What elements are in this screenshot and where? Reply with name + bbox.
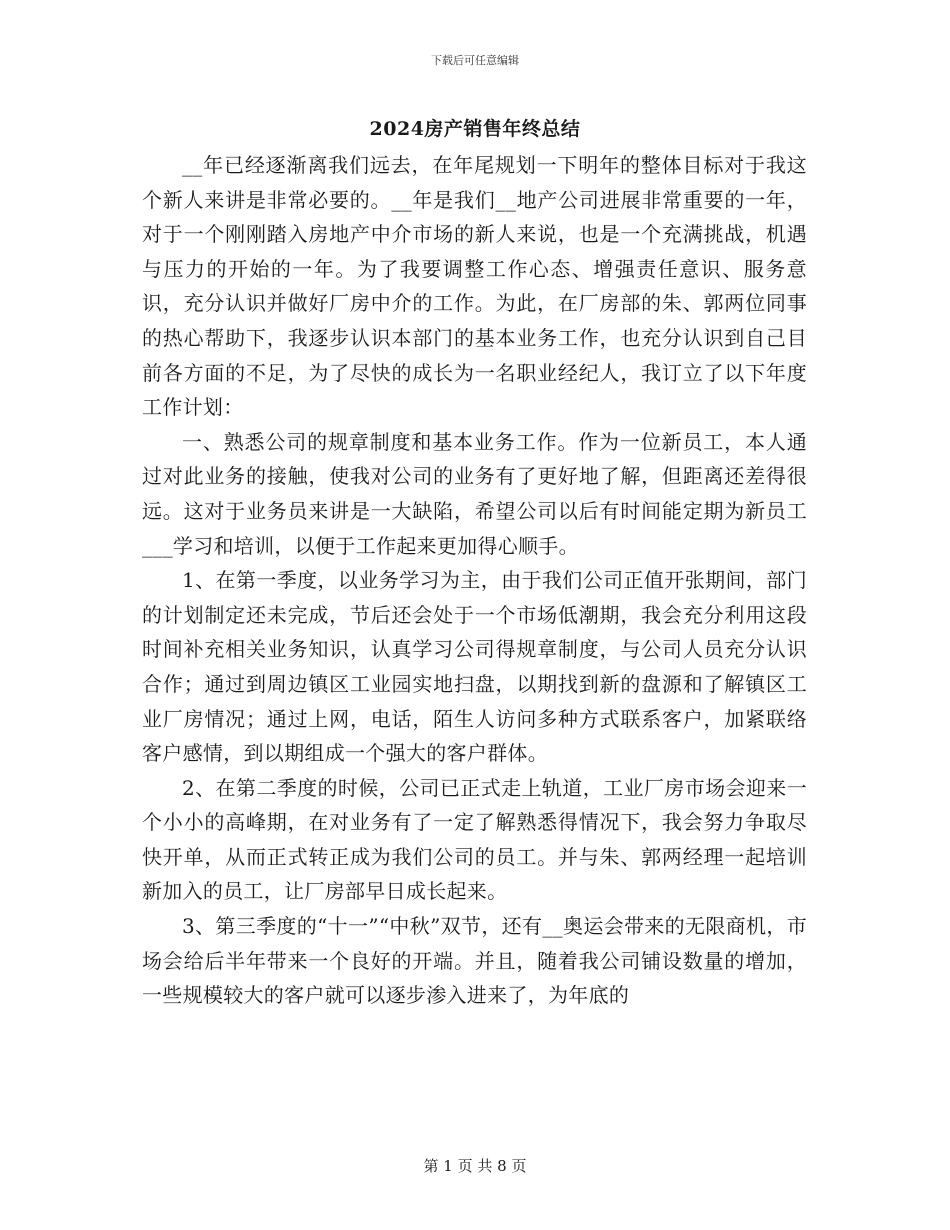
paragraph-q2: 2、在第二季度的时候，公司已正式走上轨道，工业厂房市场会迎来一个小小的高峰期，在对业务有了一定了解熟悉得情况下，我会努力争取尽快开单，从而正式转正成为我们公司的员工。并与朱、郭两经理一起培训新加入的员工，让厂房部早日成长起来。 [142, 775, 807, 904]
paragraph-q3: 3、第三季度的“十一”“中秋”双节，还有__奥运会带来的无限商机，市场会给后半年带来一个良好的开端。并且，随着我公司铺设数量的增加，一些规模较大的客户就可以逐步渗入进来了，为年底的 [142, 914, 807, 1008]
page-number-footer: 第 1 页 共 8 页 [423, 1157, 527, 1175]
document-body [142, 148, 807, 1013]
header-note: 下载后可任意编辑 [431, 54, 519, 67]
document-title: 2024房产销售年终总结 [369, 118, 581, 140]
paragraph-section-1: 一、熟悉公司的规章制度和基本业务工作。作为一位新员工，本人通过对此业务的接触，使我对公司的业务有了更好地了解，但距离还差得很远。这对于业务员来讲是一大缺陷，希望公司以后有时间能定期为新员工___学习和培训，以便于工作起来更加得心顺手。 [142, 429, 807, 558]
paragraph-intro: __年已经逐渐离我们远去，在年尾规划一下明年的整体目标对于我这个新人来讲是非常必要的。__年是我们__地产公司进展非常重要的一年，对于一个刚刚踏入房地产中介市场的新人来说，也是一个充满挑战，机遇与压力的开始的一年。为了我要调整工作心态、增强责任意识、服务意识，充分认识并做好厂房中介的工作。为此，在厂房部的朱、郭两位同事的热心帮助下，我逐步认识本部门的基本业务工作，也充分认识到自己目前各方面的不足，为了尽快的成长为一名职业经纪人，我订立了以下年度工作计划： [142, 153, 807, 420]
paragraph-q1: 1、在第一季度，以业务学习为主，由于我们公司正值开张期间，部门的计划制定还未完成，节后还会处于一个市场低潮期，我会充分利用这段时间补充相关业务知识，认真学习公司得规章制度，与公司人员充分认识合作；通过到周边镇区工业园实地扫盘，以期找到新的盘源和了解镇区工业厂房情况；通过上网，电话，陌生人访问多种方式联系客户，加紧联络客户感情，到以期组成一个强大的客户群体。 [142, 568, 807, 766]
